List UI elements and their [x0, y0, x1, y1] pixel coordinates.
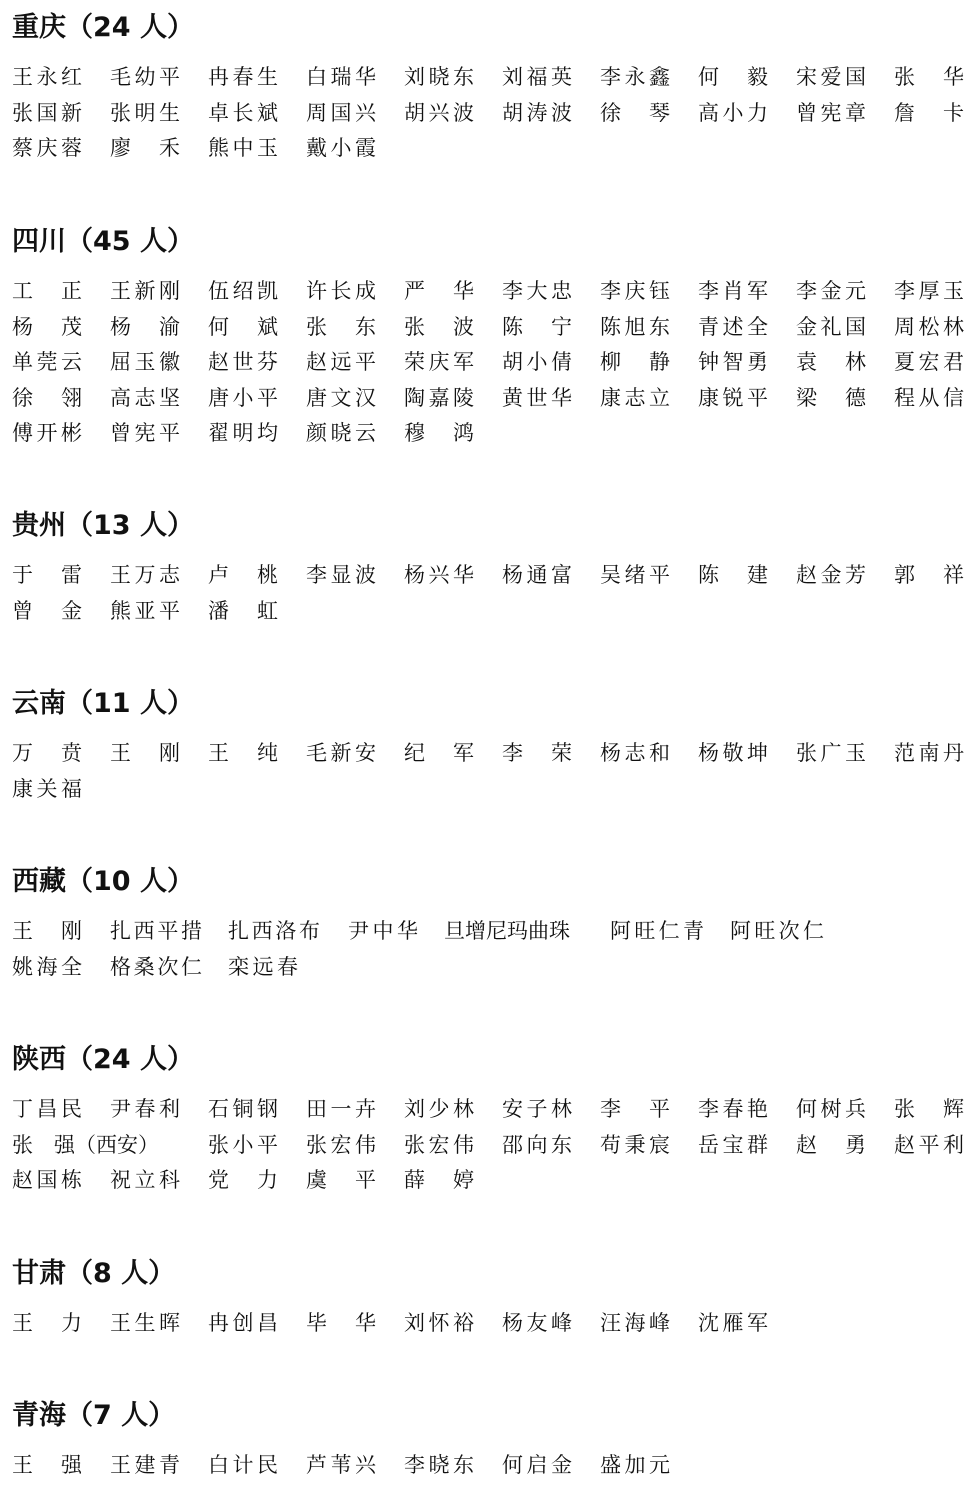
person-name: 张明生: [110, 100, 180, 125]
province-name: 云南: [12, 688, 66, 719]
person-name: 陈旭东: [600, 314, 670, 339]
person-name: 尹春利: [110, 1097, 180, 1121]
person-name: 安子林: [502, 1097, 572, 1121]
person-name: 田一卉: [306, 1097, 376, 1121]
person-name: 康锐平: [698, 385, 768, 410]
person-name: 颜晓云: [306, 421, 376, 445]
province-heading: [12, 1398, 175, 1434]
person-name: 宋爱国: [796, 65, 866, 89]
person-name: 曾宪平: [110, 421, 180, 445]
person-name: 戴小霞: [306, 136, 376, 160]
person-name: 白瑞华: [306, 65, 376, 89]
person-name: 岳宝群: [698, 1132, 768, 1157]
province-name: 甘肃: [12, 1258, 66, 1289]
person-name: 张小平: [208, 1132, 278, 1157]
person-name: 胡涛波: [502, 100, 572, 125]
province-name: 西藏: [12, 866, 66, 897]
person-name: 张 东: [306, 314, 376, 339]
person-name: 毕 华: [306, 1311, 376, 1335]
province-name: 陕西: [12, 1044, 66, 1075]
person-name: 姚海全: [12, 954, 82, 979]
person-name: 徐 琴: [600, 100, 670, 125]
person-name: 栾远春: [228, 954, 298, 979]
person-name: 何启金: [502, 1453, 572, 1477]
person-name: 李 荣: [502, 741, 572, 765]
person-name: 尹中华: [348, 919, 418, 943]
person-name: 周国兴: [306, 100, 376, 125]
person-name: 万 贲: [12, 741, 82, 765]
person-name: 刘福英: [502, 65, 572, 89]
person-name: 严 华: [404, 279, 474, 303]
person-name: 李晓东: [404, 1453, 474, 1477]
person-name: 张宏伟: [306, 1132, 376, 1157]
person-name: 李显波: [306, 563, 376, 587]
person-name: 杨志和: [600, 741, 670, 765]
person-name: 张国新: [12, 100, 82, 125]
member-count: （7 人）: [66, 1400, 176, 1431]
person-name: 李大忠: [502, 279, 572, 303]
person-name: 伍绍凯: [208, 279, 278, 303]
member-count: （24 人）: [66, 1044, 194, 1075]
person-name: 高小力: [698, 100, 768, 125]
person-name: 王新刚: [110, 279, 180, 303]
person-name: 李春艳: [698, 1097, 768, 1121]
person-name: 钟智勇: [698, 350, 768, 374]
person-name: 卢 桃: [208, 563, 278, 587]
person-name: 旦增尼玛曲珠: [444, 919, 570, 943]
person-name: 杨 茂: [12, 314, 82, 339]
person-name: 杨友峰: [502, 1311, 572, 1335]
person-name: 袁 林: [796, 350, 866, 374]
person-name: 赵平利: [894, 1132, 964, 1157]
person-name: 梁 德: [796, 385, 866, 410]
person-name: 祝立科: [110, 1168, 180, 1192]
person-name: 扎西洛布: [228, 919, 320, 943]
person-name: 翟明均: [208, 421, 278, 445]
province-heading: [12, 224, 194, 260]
person-name: 卓长斌: [208, 100, 278, 125]
person-name: 刘怀裕: [404, 1311, 474, 1335]
person-name: 陈 建: [698, 563, 768, 587]
person-name: 高志坚: [110, 385, 180, 410]
person-name: 王 强: [12, 1453, 82, 1477]
person-name: 王万志: [110, 563, 180, 587]
person-name: 何树兵: [796, 1097, 866, 1121]
person-name: 格桑次仁: [110, 954, 202, 979]
person-name: 李永鑫: [600, 65, 670, 89]
person-name: 王建青: [110, 1453, 180, 1477]
province-name: 四川: [12, 226, 66, 257]
person-name: 杨兴华: [404, 563, 474, 587]
person-name: 王 纯: [208, 741, 278, 765]
province-name: 贵州: [12, 510, 66, 541]
person-name: 芦苇兴: [306, 1453, 376, 1477]
province-heading: [12, 1042, 194, 1078]
person-name: 王 力: [12, 1311, 82, 1335]
person-name: 陈 宁: [502, 314, 572, 339]
person-name: 石铜钢: [208, 1097, 278, 1121]
person-name: 张 波: [404, 314, 474, 339]
person-name: 潘 虹: [208, 598, 278, 623]
person-name: 赵金芳: [796, 563, 866, 587]
person-name: 丁昌民: [12, 1097, 82, 1121]
person-name: 王生晖: [110, 1311, 180, 1335]
person-name: 王永红: [12, 65, 82, 89]
person-name: 张 强（西安）: [12, 1132, 159, 1157]
person-name: 刘晓东: [404, 65, 474, 89]
person-name: 邵向东: [502, 1132, 572, 1157]
person-name: 李厚玉: [894, 279, 964, 303]
province-heading: [12, 508, 194, 544]
person-name: 赵国栋: [12, 1168, 82, 1192]
person-name: 阿旺次仁: [730, 919, 824, 943]
person-name: 毛幼平: [110, 65, 180, 89]
person-name: 张 辉: [894, 1097, 964, 1121]
person-name: 何 斌: [208, 314, 278, 339]
person-name: 詹 卡: [894, 100, 964, 125]
person-name: 刘少林: [404, 1097, 474, 1121]
member-count: （11 人）: [66, 688, 194, 719]
person-name: 李庆钰: [600, 279, 670, 303]
member-count: （24 人）: [66, 12, 194, 43]
person-name: 曾 金: [12, 598, 82, 623]
person-name: 苟秉宸: [600, 1132, 670, 1157]
person-name: 陶嘉陵: [404, 385, 474, 410]
person-name: 唐文汉: [306, 385, 376, 410]
person-name: 党 力: [208, 1168, 278, 1192]
person-name: 赵远平: [306, 350, 376, 374]
member-count: （10 人）: [66, 866, 194, 897]
province-heading: [12, 10, 194, 46]
person-name: 阿旺仁青: [610, 919, 704, 943]
person-name: 纪 军: [404, 741, 474, 765]
person-name: 张广玉: [796, 741, 866, 765]
person-name: 杨 渝: [110, 314, 180, 339]
person-name: 黄世华: [502, 385, 572, 410]
person-name: 屈玉徽: [110, 350, 180, 374]
person-name: 唐小平: [208, 385, 278, 410]
person-name: 赵 勇: [796, 1132, 866, 1157]
person-name: 金礼国: [796, 314, 866, 339]
person-name: 胡小倩: [502, 350, 572, 374]
person-name: 荣庆军: [404, 350, 474, 374]
person-name: 沈雁军: [698, 1311, 768, 1335]
person-name: 王 刚: [12, 919, 82, 943]
person-name: 柳 静: [600, 350, 670, 374]
person-name: 穆 鸿: [404, 421, 474, 445]
province-name: 青海: [12, 1400, 66, 1431]
person-name: 毛新安: [306, 741, 376, 765]
person-name: 单莞云: [12, 350, 82, 374]
person-name: 青述全: [698, 314, 768, 339]
person-name: 张宏伟: [404, 1132, 474, 1157]
province-heading: [12, 864, 194, 900]
person-name: 李肖军: [698, 279, 768, 303]
person-name: 张 华: [894, 65, 964, 89]
member-count: （8 人）: [66, 1258, 176, 1289]
province-heading: [12, 1256, 175, 1292]
person-name: 夏宏君: [894, 350, 964, 374]
province-heading: [12, 686, 194, 722]
person-name: 何 毅: [698, 65, 768, 89]
person-name: 白计民: [208, 1453, 278, 1477]
person-name: 周松林: [894, 314, 964, 339]
person-name: 胡兴波: [404, 100, 474, 125]
person-name: 薛 婷: [404, 1168, 474, 1192]
person-name: 范南丹: [894, 741, 964, 765]
person-name: 冉春生: [208, 65, 278, 89]
member-count: （45 人）: [66, 226, 194, 257]
person-name: 蔡庆蓉: [12, 136, 82, 160]
person-name: 程从信: [894, 385, 964, 410]
person-name: 康关福: [12, 776, 82, 801]
person-name: 吴绪平: [600, 563, 670, 587]
person-name: 曾宪章: [796, 100, 866, 125]
person-name: 虞 平: [306, 1168, 376, 1192]
person-name: 于 雷: [12, 563, 82, 587]
person-name: 冉创昌: [208, 1311, 278, 1335]
province-name: 重庆: [12, 12, 66, 43]
person-name: 傅开彬: [12, 421, 82, 445]
person-name: 工 正: [12, 279, 82, 303]
person-name: 熊亚平: [110, 598, 180, 623]
person-name: 熊中玉: [208, 136, 278, 160]
person-name: 汪海峰: [600, 1311, 670, 1335]
person-name: 王 刚: [110, 741, 180, 765]
person-name: 郭 祥: [894, 563, 964, 587]
person-name: 徐 翎: [12, 385, 82, 410]
person-name: 杨敬坤: [698, 741, 768, 765]
person-name: 许长成: [306, 279, 376, 303]
person-name: 杨通富: [502, 563, 572, 587]
person-name: 赵世芬: [208, 350, 278, 374]
member-count: （13 人）: [66, 510, 194, 541]
person-name: 李 平: [600, 1097, 670, 1121]
person-name: 扎西平措: [110, 919, 202, 943]
person-name: 盛加元: [600, 1453, 670, 1477]
person-name: 李金元: [796, 279, 866, 303]
person-name: 康志立: [600, 385, 670, 410]
person-name: 廖 禾: [110, 136, 180, 160]
